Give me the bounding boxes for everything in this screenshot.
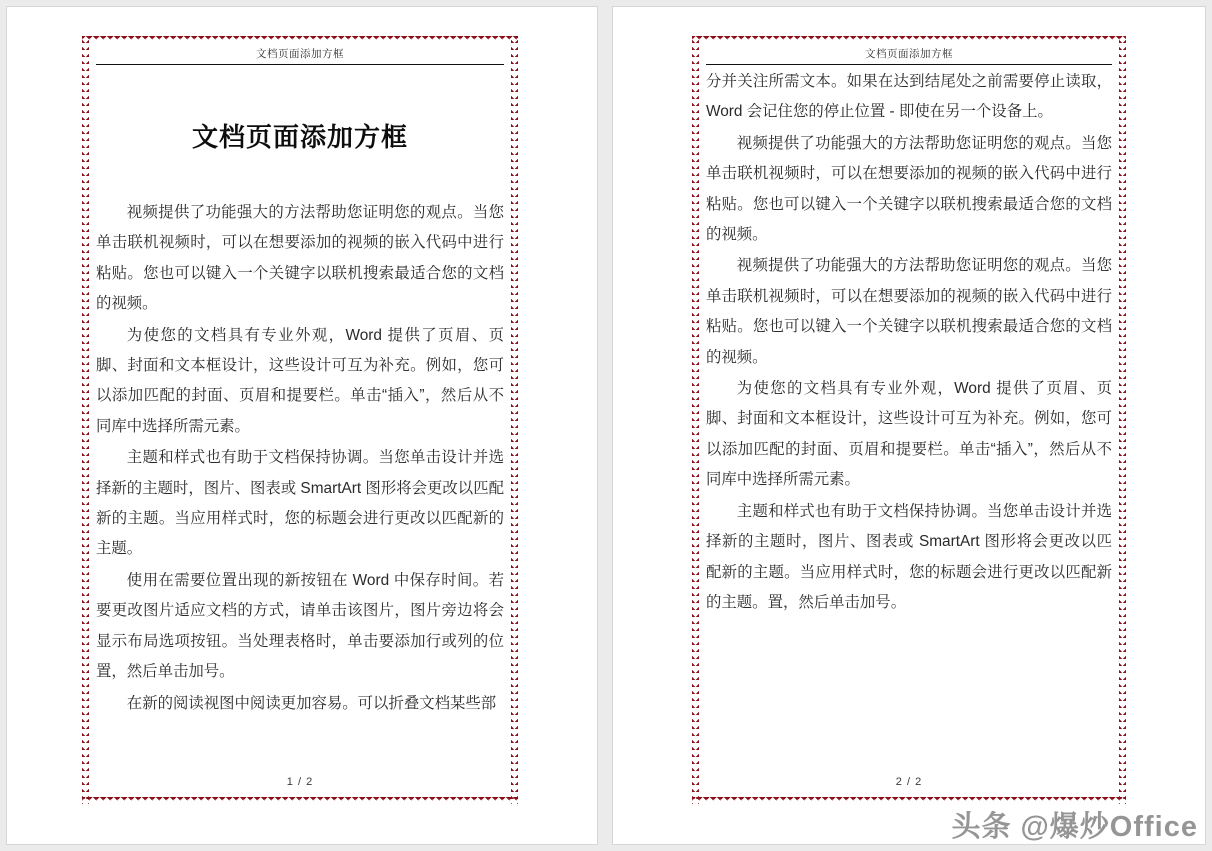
watermark: 头条 @爆炒Office <box>951 811 1198 843</box>
paragraph: 视频提供了功能强大的方法帮助您证明您的观点。当您单击联机视频时，可以在想要添加的视频的嵌入代码中进行粘贴。您也可以键入一个关键字以联机搜索最适合您的文档的视频。 <box>706 134 1112 244</box>
page-1-body <box>96 198 504 719</box>
paragraph: 主题和样式也有助于文档保持协调。当您单击设计并选择新的主题时，图片、图表或 SmartArt 图形将会更改以匹配新的主题。当应用样式时，您的标题会进行更改以匹配新的主题。置，然后单击加号。 <box>706 502 1112 611</box>
page-2-body <box>706 65 1112 618</box>
page-1-footer: 1 / 2 <box>286 776 314 788</box>
page-1-header <box>96 46 504 65</box>
paragraph: 在新的阅读视图中阅读更加容易。可以折叠文档某些部 <box>126 694 497 712</box>
page-2-header <box>706 46 1112 65</box>
paragraph: 为使您的文档具有专业外观，Word 提供了页眉、页脚、封面和文本框设计，这些设计可互为补充。例如，您可以添加匹配的封面、页眉和提要栏。单击“插入”，然后从不同库中选择所需元素。 <box>706 380 1112 489</box>
paragraph: 为使您的文档具有专业外观，Word 提供了页眉、页脚、封面和文本框设计，这些设计可互为补充。例如，您可以添加匹配的封面、页眉和提要栏。单击“插入”，然后从不同库中选择所需元素。 <box>96 326 504 435</box>
header-text: 文档页面添加方框 <box>256 48 344 60</box>
paragraph: 使用在需要位置出现的新按钮在 Word 中保存时间。若要更改图片适应文档的方式，请单击该图片，图片旁边将会显示布局选项按钮。当处理表格时，单击要添加行或列的位置，然后单击加号。 <box>96 571 504 681</box>
paragraph: 视频提供了功能强大的方法帮助您证明您的观点。当您单击联机视频时，可以在想要添加的视频的嵌入代码中进行粘贴。您也可以键入一个关键字以联机搜索最适合您的文档的视频。 <box>706 257 1112 366</box>
paragraph: 主题和样式也有助于文档保持协调。当您单击设计并选择新的主题时，图片、图表或 SmartArt 图形将会更改以匹配新的主题。当应用样式时，您的标题会进行更改以匹配新的主题。 <box>96 449 504 558</box>
page-1-content <box>96 46 504 794</box>
header-text: 文档页面添加方框 <box>865 48 953 60</box>
document-title: 文档页面添加方框 <box>191 123 408 152</box>
paragraph: 视频提供了功能强大的方法帮助您证明您的观点。当您单击联机视频时，可以在想要添加的视频的嵌入代码中进行粘贴。您也可以键入一个关键字以联机搜索最适合您的文档的视频。 <box>96 204 504 313</box>
page-2-footer: 2 / 2 <box>895 776 923 788</box>
paragraph: 分并关注所需文本。如果在达到结尾处之前需要停止读取，Word 会记住您的停止位置 - 即使在另一个设备上。 <box>706 73 1112 121</box>
page-2-content <box>706 46 1112 794</box>
